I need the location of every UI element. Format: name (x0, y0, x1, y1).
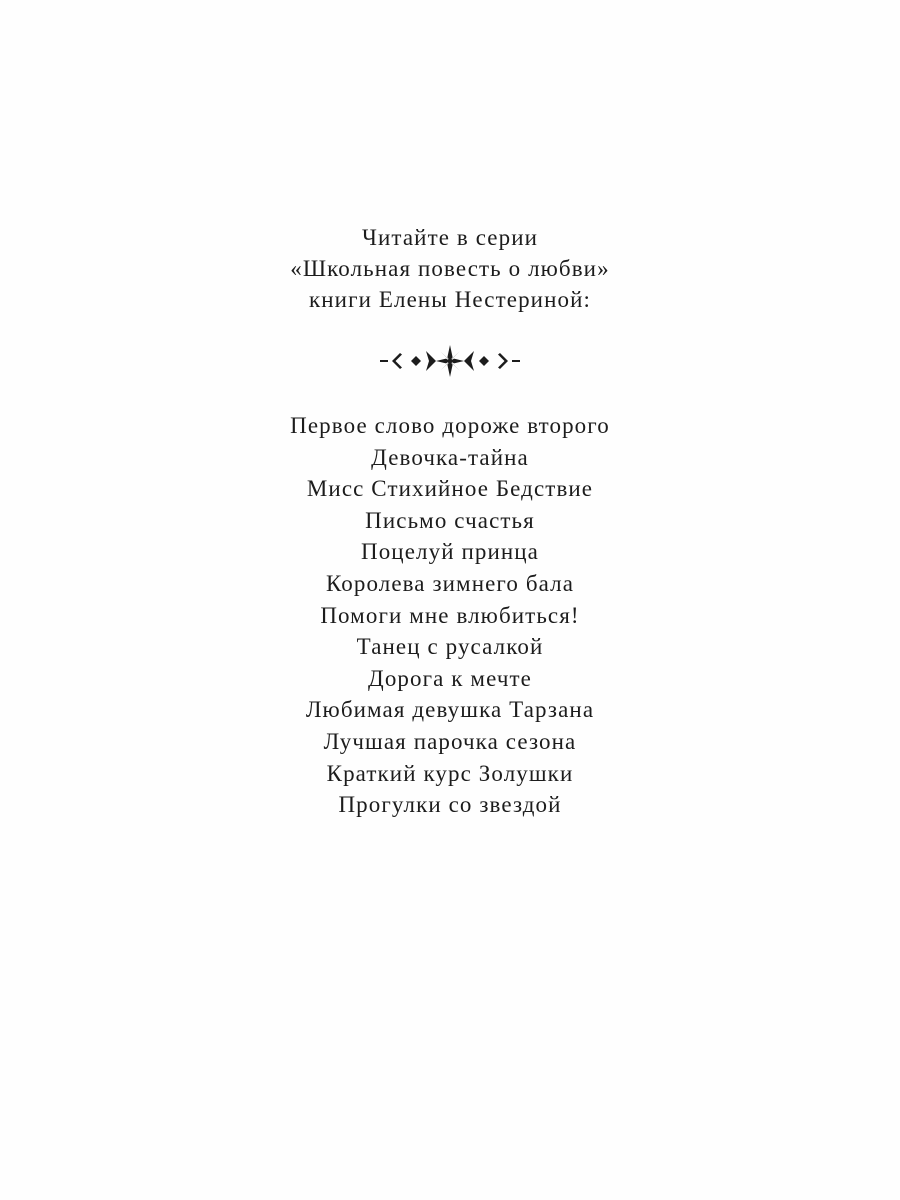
list-item: Королева зимнего бала (325, 570, 575, 596)
series-listing (0, 222, 900, 821)
list-item: Поцелуй принца (360, 539, 539, 565)
series-heading (0, 222, 900, 315)
decorative-divider-icon (0, 342, 900, 380)
list-item: Любимая девушка Тарзана (305, 697, 595, 723)
book-title-list (0, 410, 900, 821)
list-item: Мисс Стихийное Бедствие (306, 476, 594, 502)
list-item: Письмо счастья (365, 507, 535, 533)
heading-line-3: книги Елены Нестериной: (308, 287, 591, 312)
heading-line-2: «Школьная повесть о любви» (290, 256, 610, 281)
list-item: Краткий курс Золушки (326, 760, 574, 786)
list-item: Помоги мне влюбиться! (320, 602, 580, 628)
heading-line-1: Читайте в серии (361, 225, 539, 250)
list-item: Лучшая парочка сезона (323, 728, 577, 754)
list-item: Первое слово дороже второго (290, 413, 610, 438)
list-item: Дорога к мечте (368, 665, 532, 691)
list-item: Танец с русалкой (356, 634, 544, 660)
list-item: Девочка-тайна (371, 444, 529, 470)
list-item: Прогулки со звездой (338, 792, 562, 818)
